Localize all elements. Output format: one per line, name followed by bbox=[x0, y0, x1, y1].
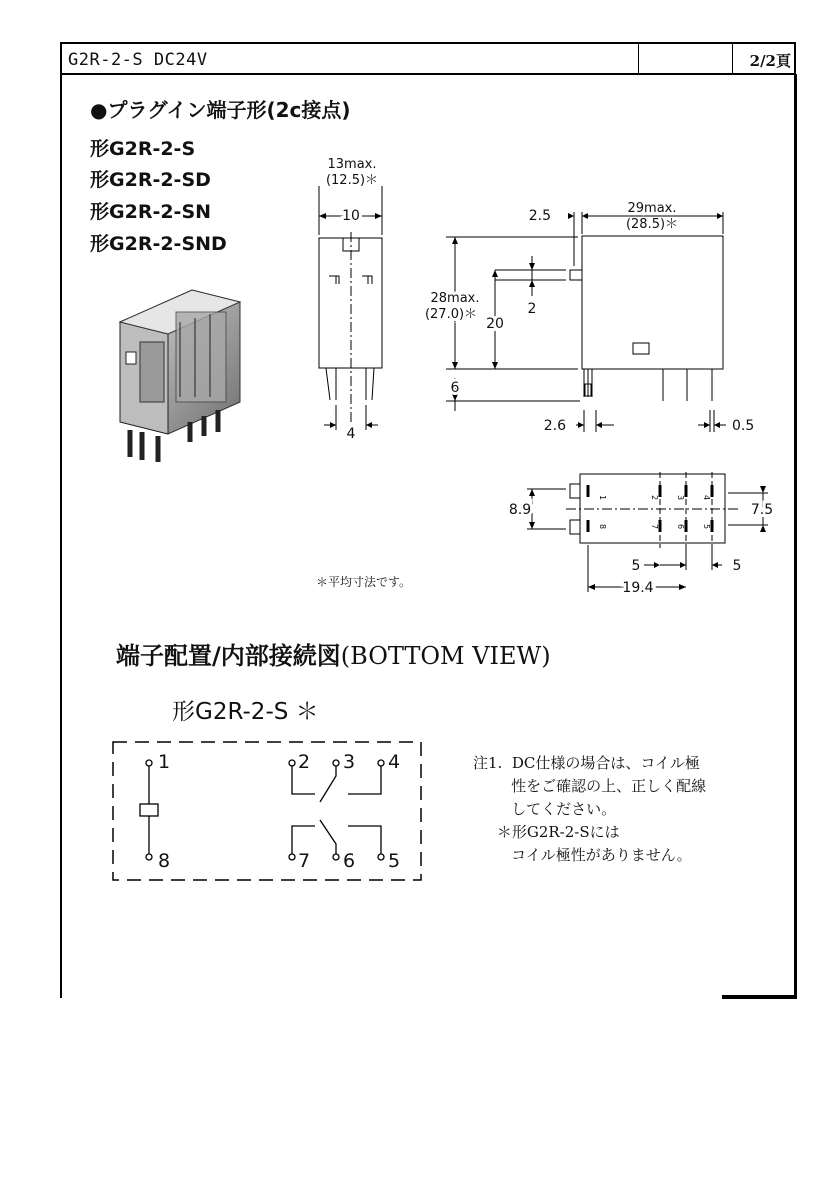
connection-diagram bbox=[108, 736, 428, 886]
dim-side-max: 29max. bbox=[627, 201, 677, 216]
section-title: ●プラグイン端子形(2c接点) bbox=[90, 98, 351, 122]
dim-pin-thick: 0.5 bbox=[732, 418, 755, 434]
terminal-title: 端子配置/内部接続図 bbox=[116, 642, 341, 670]
document-title: G2R-2-S DC24V bbox=[68, 50, 208, 70]
model-name: 形G2R-2-SND bbox=[90, 233, 227, 255]
side-view-body bbox=[582, 236, 723, 369]
bottom-pin-label: 4 bbox=[702, 495, 711, 501]
terminal-pin-3: 3 bbox=[343, 751, 356, 773]
dim-7-5: 7.5 bbox=[750, 502, 774, 518]
notes-block bbox=[473, 752, 706, 867]
bottom-pin-label: 2 bbox=[650, 495, 659, 501]
terminal-pin-8: 8 bbox=[158, 850, 171, 872]
note-line: してください。 bbox=[473, 800, 617, 818]
bottom-pin-label: 6 bbox=[676, 524, 685, 530]
terminal-pin-6: 6 bbox=[343, 850, 356, 872]
bottom-pin-label: 1 bbox=[598, 495, 607, 501]
diagram-model: 形G2R-2-S ＊ bbox=[172, 699, 319, 725]
dim-height-avg: (27.0)＊ bbox=[424, 307, 478, 322]
terminal-pin-4: 4 bbox=[388, 751, 401, 773]
page-number: 2/2頁 bbox=[749, 52, 791, 70]
note-line: ＊形G2R-2-Sには bbox=[473, 823, 620, 841]
frame-bottom-mark bbox=[722, 995, 797, 999]
dim-5a: 5 bbox=[631, 558, 641, 574]
dim-5b: 5 bbox=[732, 558, 742, 574]
model-name: 形G2R-2-SN bbox=[90, 201, 212, 223]
dim-6: 6 bbox=[450, 380, 460, 396]
bottom-pin-label: 7 bbox=[650, 524, 659, 530]
bottom-pin-label: 5 bbox=[702, 524, 711, 530]
terminal-pin-2: 2 bbox=[298, 751, 311, 773]
model-name: 形G2R-2-S bbox=[90, 138, 196, 160]
dim-front-avg: (12.5)＊ bbox=[325, 173, 379, 188]
dim-2: 2 bbox=[527, 301, 537, 317]
average-dimension-note: ＊平均寸法です。 bbox=[316, 575, 412, 589]
dim-pin-width: 2.6 bbox=[543, 418, 566, 434]
terminal-pin-5: 5 bbox=[388, 850, 401, 872]
terminal-pin-1: 1 bbox=[158, 751, 171, 773]
terminal-section-title bbox=[116, 636, 551, 671]
note-line: 注1. DC仕様の場合は、コイル極 bbox=[473, 754, 700, 772]
dim-19-4: 19.4 bbox=[622, 580, 654, 596]
bottom-pin-label: 8 bbox=[598, 524, 607, 530]
dim-side-avg: (28.5)＊ bbox=[625, 217, 679, 232]
dim-pin-top: 2.5 bbox=[528, 208, 551, 224]
dim-front-inner: 10 bbox=[342, 208, 360, 224]
dim-20: 20 bbox=[486, 316, 504, 332]
note-line: 性をご確認の上、正しく配線 bbox=[473, 777, 707, 795]
bottom-pin-label: 3 bbox=[676, 495, 685, 501]
note-line: コイル極性がありません。 bbox=[473, 846, 692, 864]
dim-front-pin: 4 bbox=[346, 426, 356, 442]
bottom-view-label: (BOTTOM VIEW) bbox=[340, 642, 551, 670]
model-name: 形G2R-2-SD bbox=[90, 169, 211, 191]
dim-front-max: 13max. bbox=[327, 157, 377, 172]
dim-height-max: 28max. bbox=[430, 291, 480, 306]
terminal-pin-7: 7 bbox=[298, 850, 311, 872]
dim-8-9: 8.9 bbox=[508, 502, 532, 518]
